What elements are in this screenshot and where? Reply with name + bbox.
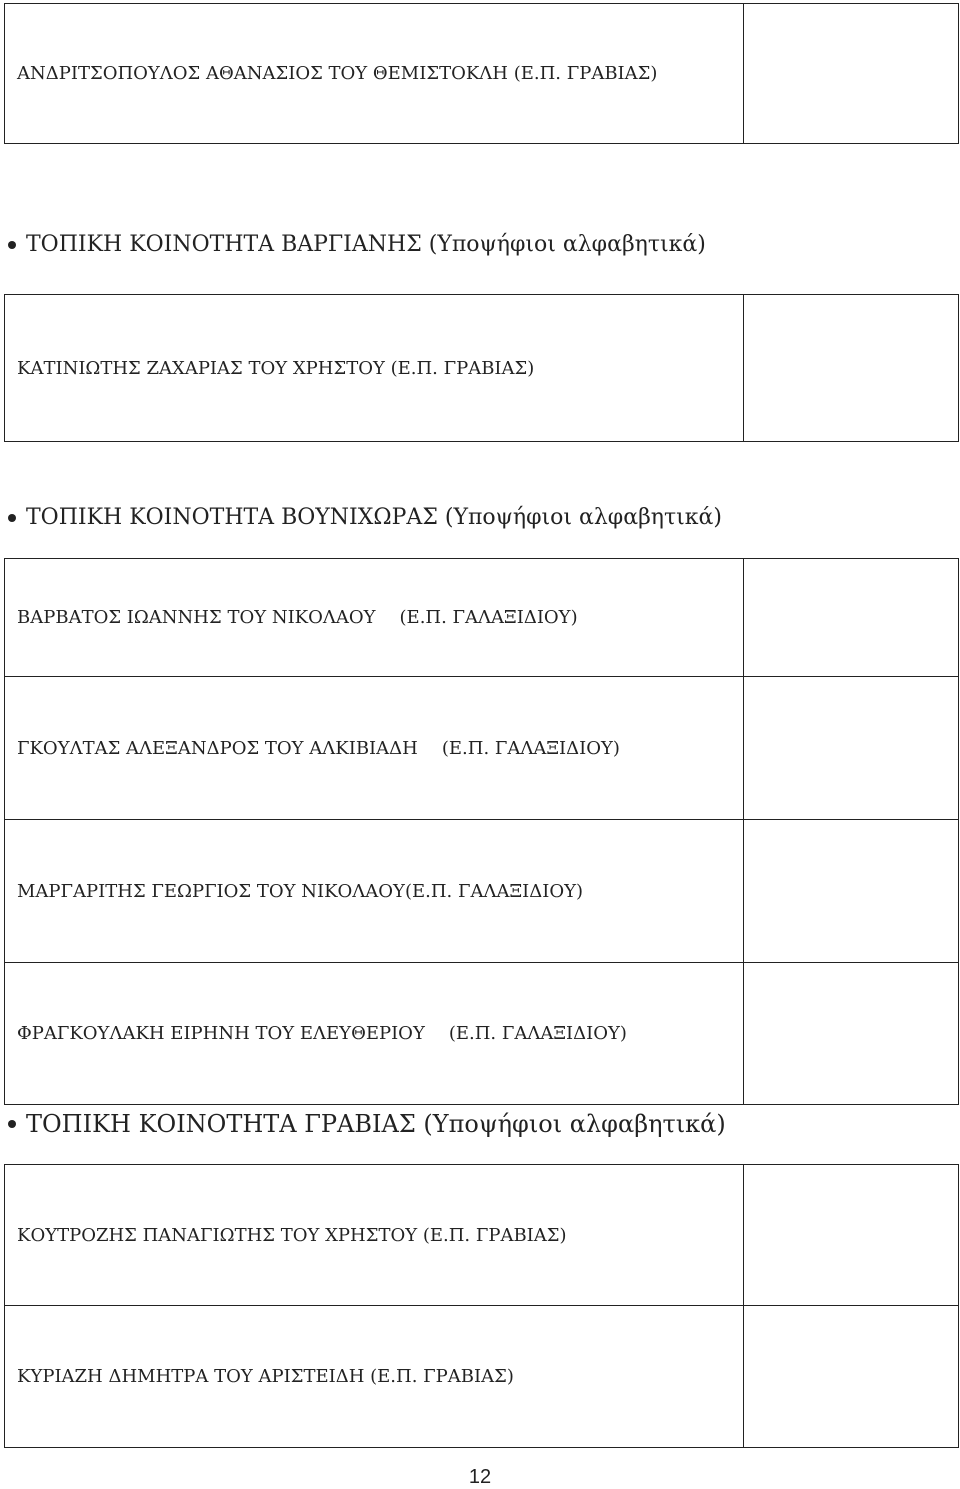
vote-box-cell [744, 1165, 959, 1306]
section-heading-text: ΤΟΠΙΚΗ ΚΟΙΝΟΤΗΤΑ ΓΡΑΒΙΑΣ (Υποψήφιοι αλφαβητικά) [26, 1110, 726, 1138]
vote-box-cell [744, 677, 959, 820]
vote-box-cell [744, 4, 959, 144]
candidate-name-cell [5, 1306, 744, 1448]
table-row [5, 4, 959, 144]
section-heading-text: ΤΟΠΙΚΗ ΚΟΙΝΟΤΗΤΑ ΒΑΡΓΙΑΝΗΣ (Υποψήφιοι αλφαβητικά) [26, 232, 706, 257]
table-row [5, 295, 959, 442]
candidate-table-vargianis [4, 294, 959, 442]
table-row [5, 677, 959, 820]
vote-box-cell [744, 963, 959, 1105]
candidate-name: ΜΑΡΓΑΡΙΤΗΣ ΓΕΩΡΓΙΟΣ ΤΟΥ ΝΙΚΟΛΑΟΥ(Ε.Π. ΓΑΛΑΞΙΔΙΟΥ) [17, 880, 583, 902]
vote-box-cell [744, 820, 959, 963]
table-row [5, 820, 959, 963]
section-heading-vounichoras [4, 505, 722, 530]
candidate-table-vounichoras [4, 558, 959, 1105]
candidate-constituency: (Ε.Π. ΓΑΛΑΞΙΔΙΟΥ) [448, 1023, 627, 1044]
vote-box-cell [744, 1306, 959, 1448]
candidate-name-cell [5, 963, 744, 1105]
candidate-name: ΚΥΡΙΑΖΗ ΔΗΜΗΤΡΑ ΤΟΥ ΑΡΙΣΤΕΙΔΗ (Ε.Π. ΓΡΑΒΙΑΣ) [17, 1366, 514, 1387]
bullet-icon [8, 241, 16, 249]
page-number: 12 [468, 1466, 492, 1488]
candidate-name: ΚΟΥΤΡΟΖΗΣ ΠΑΝΑΓΙΩΤΗΣ ΤΟΥ ΧΡΗΣΤΟΥ (Ε.Π. ΓΡΑΒΙΑΣ) [17, 1224, 567, 1246]
table-row [5, 963, 959, 1105]
vote-box-cell [744, 559, 959, 677]
candidate-name: ΒΑΡΒΑΤΟΣ ΙΩΑΝΝΗΣ ΤΟΥ ΝΙΚΟΛΑΟΥ [17, 607, 376, 628]
section-heading-text: ΤΟΠΙΚΗ ΚΟΙΝΟΤΗΤΑ ΒΟΥΝΙΧΩΡΑΣ (Υποψήφιοι αλφαβητικά) [26, 505, 722, 530]
candidate-constituency: (Ε.Π. ΓΑΛΑΞΙΔΙΟΥ) [441, 737, 620, 759]
vote-box-cell [744, 295, 959, 442]
bullet-icon [8, 514, 16, 522]
section-heading-vargianis [4, 232, 706, 257]
table-row [5, 1306, 959, 1448]
candidate-name-cell [5, 820, 744, 963]
candidate-constituency: (Ε.Π. ΓΑΛΑΞΙΔΙΟΥ) [399, 607, 578, 628]
bullet-icon [8, 1120, 16, 1128]
candidate-name-cell [5, 677, 744, 820]
candidate-name-cell [5, 559, 744, 677]
section-heading-gravias [4, 1110, 726, 1138]
candidate-table-continued [4, 3, 959, 144]
candidate-name-cell [5, 1165, 744, 1306]
candidate-name: ΑΝΔΡΙΤΣΟΠΟΥΛΟΣ ΑΘΑΝΑΣΙΟΣ ΤΟΥ ΘΕΜΙΣΤΟΚΛΗ (Ε.Π. ΓΡΑΒΙΑΣ) [17, 63, 658, 84]
candidate-name-cell [5, 295, 744, 442]
candidate-name: ΦΡΑΓΚΟΥΛΑΚΗ ΕΙΡΗΝΗ ΤΟΥ ΕΛΕΥΘΕΡΙΟΥ [17, 1023, 425, 1044]
candidate-name: ΚΑΤΙΝΙΩΤΗΣ ΖΑΧΑΡΙΑΣ ΤΟΥ ΧΡΗΣΤΟΥ (Ε.Π. ΓΡΑΒΙΑΣ) [17, 357, 535, 379]
candidate-name: ΓΚΟΥΛΤΑΣ ΑΛΕΞΑΝΔΡΟΣ ΤΟΥ ΑΛΚΙΒΙΑΔΗ [17, 737, 418, 759]
candidate-table-gravias [4, 1164, 959, 1448]
candidate-name-cell [5, 4, 744, 144]
table-row [5, 559, 959, 677]
table-row [5, 1165, 959, 1306]
